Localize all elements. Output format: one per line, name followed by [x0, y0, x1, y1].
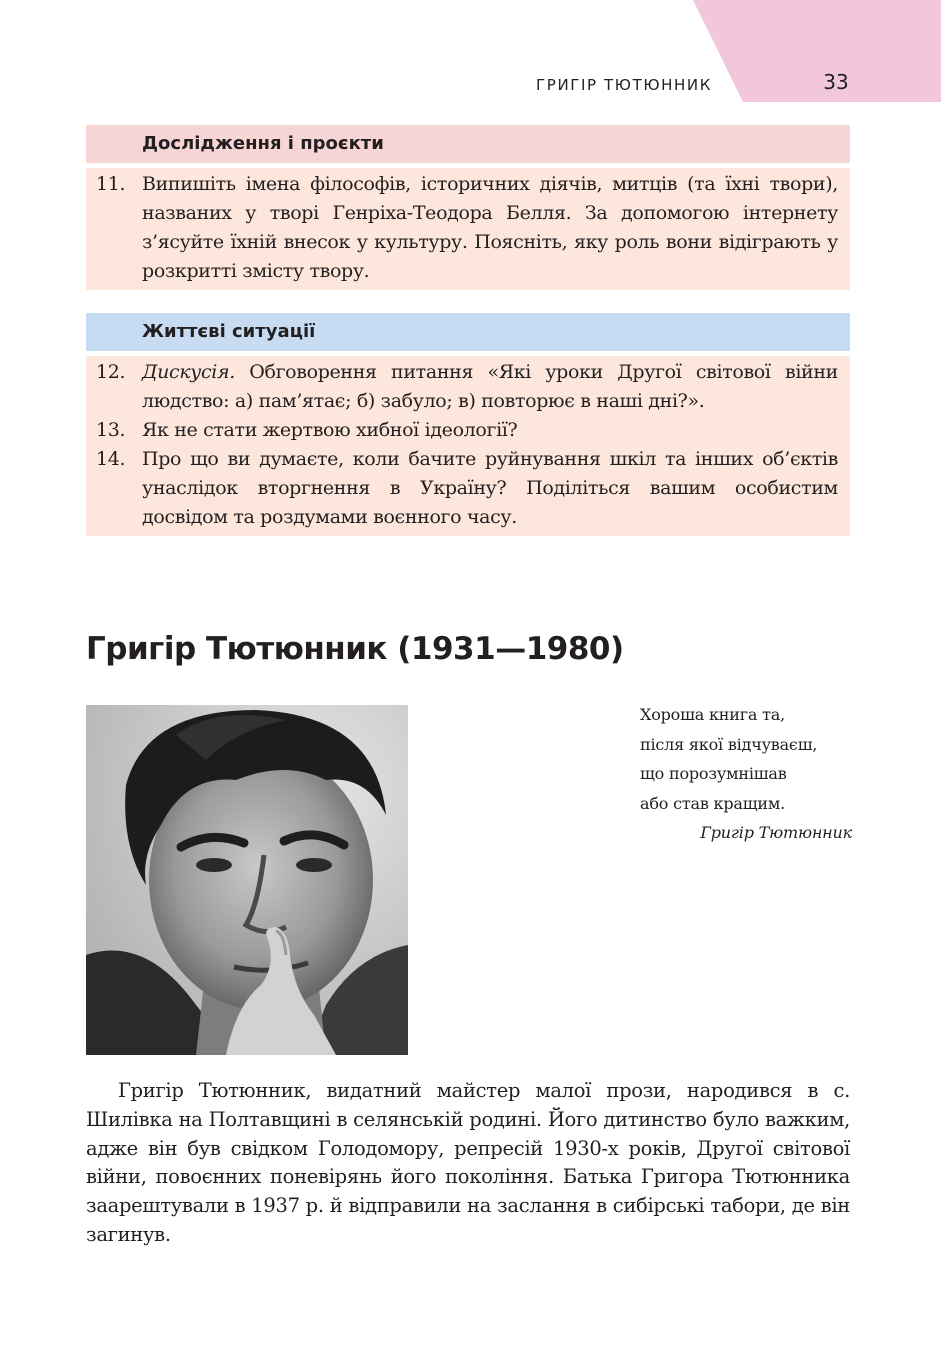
- task-text: [142, 358, 838, 416]
- task-text: Про що ви думаєте, коли бачите руйнування шкіл та інших об’єктів унаслідок вторгнення в Україну? Поділіться вашим особистим досвідом та роздумами воєнного часу.: [142, 448, 838, 528]
- body-paragraph: Григір Тютюнник, видатний майстер малої прози, народився в с. Шилівка на Полтавщині в селянській родині. Його дитинство було важким, адже він був свідком Голодомору, репресій 1930-х років, Другої світової війни, повоєнних поневірянь його покоління. Батька Григора Тютюнника заарештували в 1937 р. й відправили на заслання в сибірські табори, де він загинув.: [86, 1079, 850, 1246]
- section-title: Григір Тютюнник (1931—1980): [86, 631, 624, 667]
- research-block-title: Дослідження і проєкти: [86, 125, 850, 163]
- research-block: [86, 125, 850, 290]
- author-portrait: [86, 705, 408, 1055]
- epigraph-line: що порозумнішав: [640, 764, 787, 783]
- task-11: [86, 170, 838, 286]
- task-number: 14.: [96, 448, 126, 470]
- running-title: ГРИГІР ТЮТЮННИК: [536, 76, 712, 94]
- epigraph-line: або став кращим.: [640, 793, 785, 813]
- epigraph-line: Хороша книга та,: [640, 705, 786, 724]
- epigraph-line: після якої відчуваєш,: [640, 734, 818, 754]
- life-situations-block: [86, 313, 850, 536]
- epigraph-author: Григір Тютюнник: [700, 823, 852, 842]
- task-number: 13.: [96, 419, 126, 441]
- task-body: Обговорення питання «Які уроки Другої світової війни людство: а) пам’ятає; б) забуло; в) повторює в наші дні?».: [142, 361, 838, 412]
- task-text: Як не стати жертвою хибної ідеології?: [142, 419, 518, 441]
- task-number: 11.: [96, 173, 126, 195]
- research-tasks: [86, 168, 850, 290]
- epigraph: [640, 700, 852, 848]
- task-13: [86, 416, 838, 445]
- task-14: [86, 445, 838, 532]
- task-text: Випишіть імена філософів, історичних діячів, митців (та їхні твори), названих у творі Генріха-Теодора Белля. За допомогою інтернету з’ясуйте їхній внесок у культуру. Поясніть, яку роль вони відіграють у розкритті змісту твору.: [142, 173, 838, 282]
- life-situations-tasks: [86, 356, 850, 536]
- task-label: Дискусія.: [142, 361, 235, 383]
- task-number: 12.: [96, 361, 126, 383]
- life-situations-title: Життєві ситуації: [86, 313, 850, 351]
- task-12: [86, 358, 838, 416]
- page-number: 33: [823, 70, 849, 94]
